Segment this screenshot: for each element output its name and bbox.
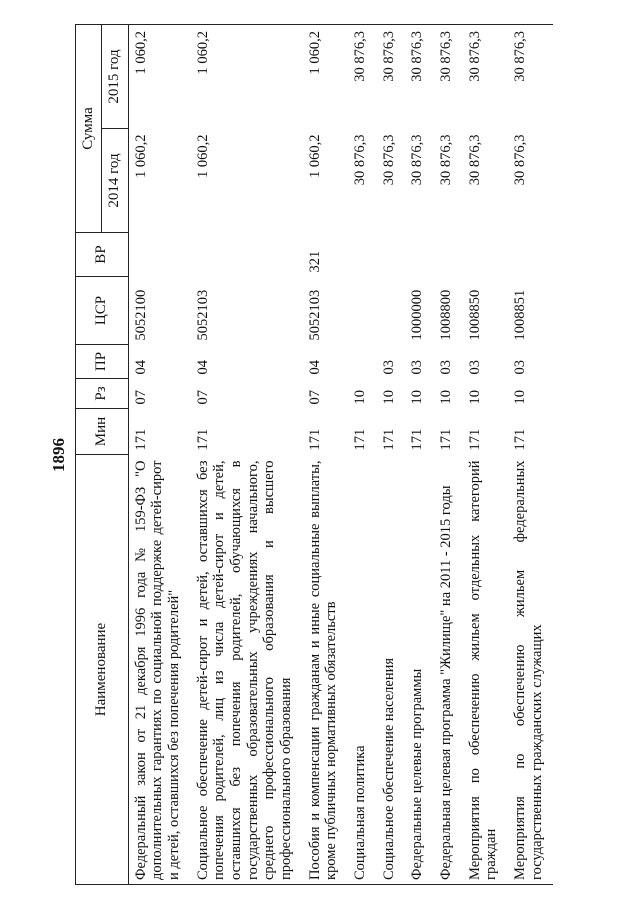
row-pr: 03 — [380, 360, 397, 375]
row-min: 171 — [351, 428, 368, 451]
row-pr: 03 — [409, 360, 426, 375]
row-2015: 30 876,3 — [434, 24, 463, 128]
row-csr: 5052103 — [194, 289, 211, 341]
row-rz: 10 — [466, 390, 483, 405]
table-row — [508, 24, 553, 884]
row-rz: 07 — [132, 390, 149, 405]
row-csr: 1008851 — [511, 289, 528, 341]
row-rz: 10 — [351, 390, 368, 405]
row-vr — [508, 233, 553, 277]
row-vr — [405, 233, 434, 277]
header-name: Наименование — [76, 455, 129, 885]
row-csr — [377, 277, 406, 345]
row-rz: 07 — [306, 390, 323, 405]
row-2015: 1 060,2 — [191, 24, 303, 128]
row-csr: 1008850 — [466, 289, 483, 341]
page-number: 1896 — [49, 438, 68, 472]
header-rz: Рз — [76, 379, 129, 409]
row-csr: 1008800 — [437, 289, 454, 341]
row-2015: 30 876,3 — [463, 24, 508, 128]
row-2014: 1 060,2 — [132, 134, 149, 178]
row-vr — [348, 233, 377, 277]
row-min: 171 — [194, 428, 211, 451]
row-name: Мероприятия по обеспечению жильем федеральных государственных гражданских служащих — [508, 455, 553, 885]
row-name: Мероприятия по обеспечению жильем отдельных категорий граждан — [463, 455, 508, 885]
row-min: 171 — [466, 428, 483, 451]
row-pr: 04 — [306, 360, 323, 375]
row-name: Социальное обеспечение детей-сирот и детей, оставшихся без попечения родителей, лиц из числа детей-сирот и детей, оставшихся без попечения родителей, обучающихся в государственных образовательных учреждениях начального, среднего профессионального образования и высшего профессионального образования — [191, 455, 303, 885]
header-csr: ЦСР — [76, 277, 129, 345]
table-row — [377, 24, 406, 884]
row-min: 171 — [437, 428, 454, 451]
row-2014: 30 876,3 — [409, 134, 426, 186]
row-pr: 03 — [466, 360, 483, 375]
row-2015: 30 876,3 — [348, 24, 377, 128]
row-min: 171 — [511, 428, 528, 451]
header-2015: 2015 год — [102, 24, 128, 128]
row-pr: 03 — [511, 360, 528, 375]
row-vr: 321 — [306, 250, 323, 273]
row-2014: 30 876,3 — [511, 134, 528, 186]
rotated-page — [35, 25, 595, 885]
row-vr — [463, 233, 508, 277]
row-rz: 07 — [194, 390, 211, 405]
row-name: Социальное обеспечение населения — [377, 455, 406, 885]
row-2014: 1 060,2 — [306, 134, 323, 178]
header-sum: Сумма — [76, 24, 102, 232]
row-2015: 30 876,3 — [508, 24, 553, 128]
row-name: Федеральные целевые программы — [405, 455, 434, 885]
header-pr: ПР — [76, 345, 129, 379]
row-rz: 10 — [437, 390, 454, 405]
row-min: 171 — [380, 428, 397, 451]
row-vr — [128, 233, 191, 277]
table-row — [463, 24, 508, 884]
row-pr — [348, 345, 377, 379]
row-2014: 30 876,3 — [466, 134, 483, 186]
header-min: Мин — [76, 409, 129, 455]
row-min: 171 — [409, 428, 426, 451]
row-2015: 30 876,3 — [377, 24, 406, 128]
row-csr: 1000000 — [409, 289, 426, 341]
header-2014: 2014 год — [102, 129, 128, 233]
table-row — [303, 24, 348, 884]
row-rz: 10 — [511, 390, 528, 405]
row-2015: 30 876,3 — [405, 24, 434, 128]
table-row — [405, 24, 434, 884]
row-2014: 1 060,2 — [194, 134, 211, 178]
row-2014: 30 876,3 — [437, 134, 454, 186]
row-name: Федеральная целевая программа "Жилище" на 2011 - 2015 годы — [434, 455, 463, 885]
row-pr: 04 — [132, 360, 149, 375]
row-vr — [434, 233, 463, 277]
row-rz: 10 — [409, 390, 426, 405]
table-row — [191, 24, 303, 884]
row-name: Федеральный закон от 21 декабря 1996 года № 159-ФЗ "О дополнительных гарантиях по социальной поддержке детей-сирот и детей, оставшихся без попечения родителей" — [128, 455, 191, 885]
row-name: Пособия и компенсации гражданам и иные социальные выплаты, кроме публичных нормативных обязательств — [303, 455, 348, 885]
header-vr: ВР — [76, 233, 129, 277]
row-csr: 5052103 — [306, 289, 323, 341]
row-pr: 03 — [437, 360, 454, 375]
table-row — [348, 24, 377, 884]
row-vr — [377, 233, 406, 277]
row-pr: 04 — [194, 360, 211, 375]
row-vr — [191, 233, 303, 277]
row-min: 171 — [132, 428, 149, 451]
row-csr — [348, 277, 377, 345]
row-2015: 1 060,2 — [128, 24, 191, 128]
table-body — [128, 24, 553, 884]
table-row — [434, 24, 463, 884]
table-row — [128, 24, 191, 884]
row-min: 171 — [306, 428, 323, 451]
row-rz: 10 — [380, 390, 397, 405]
row-2014: 30 876,3 — [351, 134, 368, 186]
row-name: Социальная политика — [348, 455, 377, 885]
table-header — [76, 24, 129, 884]
row-2015: 1 060,2 — [303, 24, 348, 128]
budget-table — [75, 24, 553, 885]
row-2014: 30 876,3 — [380, 134, 397, 186]
row-csr: 5052100 — [132, 289, 149, 341]
